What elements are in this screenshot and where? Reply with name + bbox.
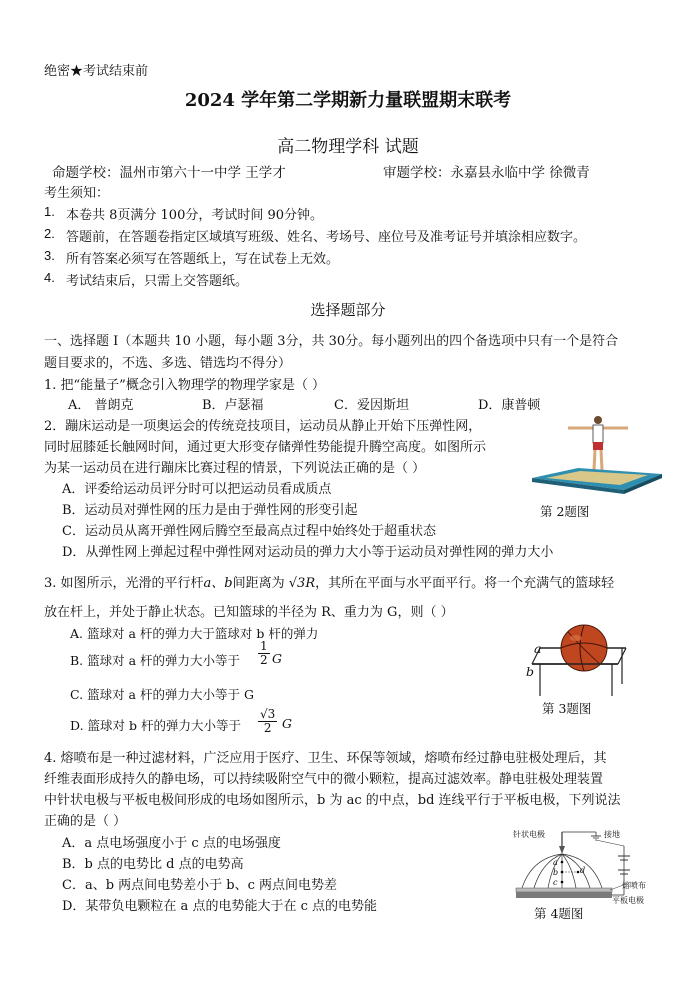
notice-number: 3. xyxy=(44,248,55,263)
q3-label-a: a xyxy=(534,641,542,656)
q4-stem-line2: 纤维表面形成持久的静电场，可以持续吸附空气中的微小颗粒，提高过滤效率。静电驻极处理装置 xyxy=(44,772,604,787)
trampoline-figure xyxy=(530,414,664,500)
part1-instructions: 一、选择题 Ⅰ（本题共 10 小题，每小题 3分，共 30分。每小题列出的四个备选项中只有一个是符合 xyxy=(44,334,619,349)
q2-option-c: C．运动员从离开弹性网后腾空至最高点过程中始终处于超重状态 xyxy=(62,524,436,539)
exam-title: 2024 学年第二学期新力量联盟期末联考 xyxy=(184,90,512,111)
q3-option-b: B. 篮球对 a 杆的弹力大小等于 xyxy=(70,653,241,668)
q2-stem-line1: 2．蹦床运动是一项奥运会的传统竞技项目，运动员从静止开始下压弹性网， xyxy=(44,419,482,434)
notice-number: 1. xyxy=(44,204,55,219)
q3-option-d-fraction xyxy=(258,708,277,735)
q1-option-a: A． 普朗克 xyxy=(68,398,134,413)
exam-subtitle: 高二物理学科 试题 xyxy=(277,137,419,157)
q3-option-a: A. 篮球对 a 杆的弹力大于篮球对 b 杆的弹力 xyxy=(70,626,319,641)
fig4-label-c: c xyxy=(553,878,558,887)
q3-option-c: C. 篮球对 a 杆的弹力大小等于 G xyxy=(70,687,254,702)
q2-stem-line3: 为某一运动员在进行蹦床比赛过程的情景，下列说法正确的是（ ） xyxy=(44,461,426,476)
fig4-label-plate: 平板电极 xyxy=(612,896,644,905)
notice-number: 2. xyxy=(44,226,55,241)
authors-right: 审题学校：永嘉县永临中学 徐微青 xyxy=(383,165,590,181)
q3-stem-part: 3. 如图所示，光滑的平行杆 xyxy=(44,576,204,591)
q4-stem-line3: 中针状电极与平板电极间形成的电场如图所示，b 为 ac 的中点，bd 连线平行于平板电极，下列说法 xyxy=(44,793,621,808)
section-title: 选择题部分 xyxy=(310,301,386,319)
q4-stem-line1: 4. 熔喷布是一种过滤材料，广泛应用于医疗、卫生、环保等领域，熔喷布经过静电驻极处理后，其 xyxy=(44,751,607,766)
q4-option-a: A．a 点电场强度小于 c 点的电场强度 xyxy=(62,836,281,851)
notice-item: 本卷共 8页满分 100分，考试时间 90分钟。 xyxy=(66,208,324,223)
q3-option-b-fraction xyxy=(258,640,270,667)
notice-heading: 考生须知： xyxy=(44,186,110,201)
q3-stem-line2: 放在杆上，并处于静止状态。已知篮球的半径为 R、重力为 G，则（ ） xyxy=(44,605,454,620)
fig4-label-cloth: 熔喷布 xyxy=(622,881,646,890)
q1-stem: 1. 把“能量子”概念引入物理学的物理学家是（ ） xyxy=(44,378,325,393)
fig4-label-a: a xyxy=(553,858,558,867)
authors-left: 命题学校：温州市第六十一中学 王学才 xyxy=(52,165,286,181)
q4-stem-line4: 正确的是（ ） xyxy=(44,814,127,829)
q3-stem-line1 xyxy=(44,572,614,591)
q2-stem-line2: 同时屈膝延长触网时间，通过更大形变存储弹性势能提升腾空高度。如图所示 xyxy=(44,440,487,455)
q1-option-d: D．康普顿 xyxy=(478,398,541,413)
notice-item: 考试结束后，只需上交答题纸。 xyxy=(66,274,249,289)
fig4-label-needle: 针状电极 xyxy=(513,830,545,839)
notice-number: 4. xyxy=(44,270,55,285)
q2-option-b: B．运动员对弹性网的压力是由于弹性网的形变引起 xyxy=(62,503,358,518)
q3-distance: √3R xyxy=(288,576,316,591)
notice-item: 答题前，在答题卷指定区域填写班级、姓名、考场号、座位号及准考证号并填涂相应数字。 xyxy=(66,230,587,245)
q4-option-d: D．某带负电颗粒在 a 点的电势能大于在 c 点的电势能 xyxy=(62,899,377,914)
q3-caption: 第 3题图 xyxy=(542,701,592,716)
part1-instructions-cont: 题目要求的，不选、多选、错选均不得分） xyxy=(44,356,292,371)
q3-option-d-g: G xyxy=(282,716,292,731)
fraction-numerator: √3 xyxy=(260,707,276,721)
fig4-label-d: d xyxy=(580,866,586,875)
q2-option-d: D．从弹性网上弹起过程中弹性网对运动员的弹力大小等于运动员对弹性网的弹力大小 xyxy=(62,545,554,560)
fraction-numerator: 1 xyxy=(260,639,268,653)
q3-option-b-g: G xyxy=(272,651,282,666)
fraction-denominator: 2 xyxy=(263,721,272,735)
q3-label-b: b xyxy=(526,664,535,679)
notice-item: 所有答案必须写在答题纸上，写在试卷上无效。 xyxy=(66,252,340,267)
q3-stem-part: 间距离为 xyxy=(232,576,289,591)
q2-option-a: A．评委给运动员评分时可以把运动员看成质点 xyxy=(62,482,332,497)
fraction-denominator: 2 xyxy=(260,653,268,667)
basketball-rods-figure xyxy=(526,624,632,698)
q4-option-c: C．a、b 两点间电势差小于 b、c 两点间电势差 xyxy=(62,878,338,893)
q4-caption: 第 4题图 xyxy=(534,906,584,921)
q3-option-d: D. 篮球对 b 杆的弹力大小等于 xyxy=(70,718,241,733)
fig4-label-b: b xyxy=(553,868,559,877)
q4-option-b: B．b 点的电势比 d 点的电势高 xyxy=(62,857,244,872)
q3-rod-labels: a、b xyxy=(203,576,233,591)
fig4-label-ground: 接地 xyxy=(604,830,620,839)
q3-stem-part: ，其所在平面与水平面平行。将一个充满气的篮球轻 xyxy=(315,576,615,591)
q1-option-b: B．卢瑟福 xyxy=(202,398,264,413)
q1-option-c: C．爱因斯坦 xyxy=(334,398,409,413)
secret-label: 绝密★考试结束前 xyxy=(44,64,149,79)
q2-caption: 第 2题图 xyxy=(540,504,590,519)
